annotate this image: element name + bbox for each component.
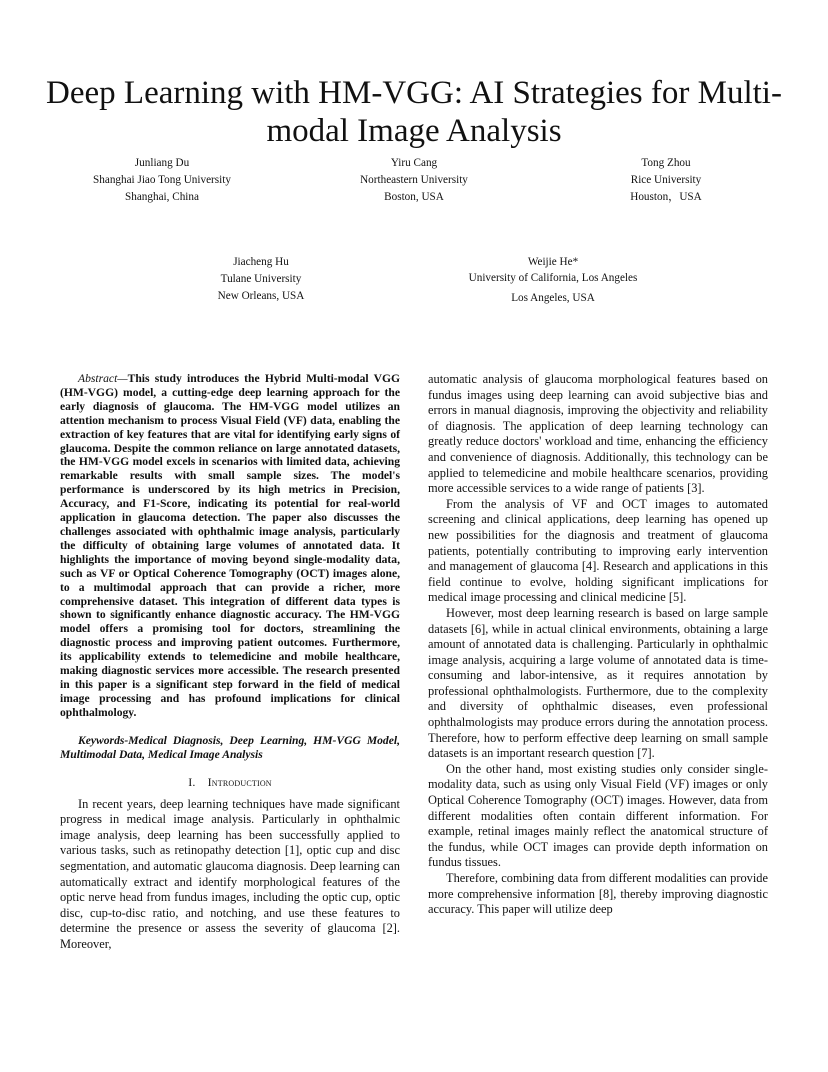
- abstract-text: This study introduces the Hybrid Multi-modal VGG (HM-VGG) model, a cutting-edge deep learning approach for the early diagnosis of glaucoma. The HM-VGG model utilizes an attention mechanism to process Visual Field (VF) data, enabling the extraction of key features that are vital for identifying early signs of glaucoma. Despite the common reliance on large annotated datasets, the HM-VGG model excels in scenarios with limited data, achieving remarkable results with small sample sizes. The model's performance is underscored by its high metrics in Precision, Accuracy, and F1-Score, indicating its potential for real-world application in glaucoma detection. The paper also discusses the challenges associated with ophthalmic image analysis, particularly the difficulty of obtaining large volumes of annotated data. It highlights the importance of moving beyond single-modality data, such as VF or Optical Coherence Tomography (OCT) images alone, to a multimodal approach that can provide a richer, more comprehensive dataset. This integration of different data types is shown to significantly enhance diagnostic accuracy. The HM-VGG model offers a promising tool for doctors, streamlining the diagnostic process and improving patient outcomes. Furthermore, its applicability extends to telemedicine and mobile healthcare, making diagnostic services more accessible. The research presented in this paper is a significant step forward in the field of medical image processing and has profound implications for clinical ophthalmology.: [60, 372, 400, 719]
- author-block-2: [294, 155, 534, 206]
- abstract-label: Abstract—: [78, 372, 128, 385]
- keywords: Keywords-Medical Diagnosis, Deep Learning, HM-VGG Model, Multimodal Data, Medical Image Analysis: [60, 733, 400, 761]
- body-paragraph: Therefore, combining data from different modalities can provide more comprehensive information [8], thereby improving diagnostic accuracy. This paper will utilize deep: [428, 871, 768, 917]
- author-affiliation: Tulane University: [220, 273, 302, 285]
- abstract: [60, 372, 400, 720]
- author-affiliation: Shanghai Jiao Tong University: [93, 174, 231, 186]
- left-column: [60, 372, 400, 953]
- author-name: Tong Zhou: [641, 157, 691, 169]
- author-location: Houston，USA: [630, 191, 702, 203]
- author-affiliation: Rice University: [630, 174, 702, 186]
- section-number: I.: [188, 775, 196, 790]
- section-title: Introduction: [207, 775, 272, 790]
- right-column: [428, 372, 768, 918]
- author-block-5: [433, 254, 673, 306]
- body-paragraph: From the analysis of VF and OCT images to automated screening and clinical applications, deep learning has opened up new possibilities for the diagnosis and treatment of glaucoma patients, potentially contributing to improving early intervention and management of glaucoma [4]. Research and applications in this field continue to evolve, holding significant implications for medical image processing and clinical medicine [5].: [428, 496, 768, 605]
- author-block-4: [141, 254, 381, 305]
- author-name: Weijie He*: [527, 256, 579, 268]
- author-location: Los Angeles, USA: [511, 292, 595, 304]
- body-paragraph: On the other hand, most existing studies only consider single-modality data, such as using only Visual Field (VF) images or only Optical Coherence Tomography (OCT) images. However, data from different modalities often contain different information. For example, retinal images mainly reflect the anatomical structure of the fundus, while OCT images can provide depth information on fundus tissues.: [428, 761, 768, 870]
- body-paragraph: However, most deep learning research is based on large sample datasets [6], while in actual clinical environments, obtaining a large amount of annotated data is challenging. Particularly in ophthalmic image analysis, acquiring a large volume of annotated data is time-consuming and labor-intensive, as it requires annotation by professional ophthalmologists. Furthermore, due to the complexity and diversity of ophthalmic diseases, even professional ophthalmologists may produce errors during the annotation process. Therefore, how to perform effective deep learning on small sample datasets is an important research question [7].: [428, 605, 768, 761]
- author-name: Jiacheng Hu: [233, 256, 289, 268]
- author-location: Shanghai, China: [125, 191, 199, 203]
- paper-title: Deep Learning with HM-VGG: AI Strategies for Multi-modal Image Analysis: [46, 75, 782, 149]
- author-affiliation: Northeastern University: [360, 174, 468, 186]
- author-location: New Orleans, USA: [217, 290, 305, 302]
- author-affiliation: University of California, Los Angeles: [468, 272, 638, 284]
- author-location: Boston, USA: [384, 191, 444, 203]
- author-block-3: [546, 155, 786, 206]
- body-paragraph: automatic analysis of glaucoma morphological features based on fundus images using deep learning can avoid subjective bias and errors in manual diagnosis, improving the objectivity and reliability of diagnosis. The application of deep learning technology can greatly reduce doctors' workload and time, enhancing the efficiency and convenience of diagnosis. Additionally, this technology can be applied to telemedicine and mobile healthcare scenarios, providing more accessible services to a wide range of patients [3].: [428, 372, 768, 496]
- author-block-1: [42, 155, 282, 206]
- author-name: Junliang Du: [134, 157, 190, 169]
- body-paragraph: In recent years, deep learning techniques have made significant progress in medical image analysis. Particularly in ophthalmic image analysis, deep learning has been successfully applied to various tasks, such as retinopathy detection [1], optic cup and disc segmentation, and automatic glaucoma diagnosis. Deep learning can automatically extract and identify morphological features of the optic nerve head from fundus images, including the optic cup, optic disc, cup-to-disc ratio, and notching, and use these features to determine the presence or assess the severity of glaucoma [2]. Moreover,: [60, 796, 400, 951]
- section-heading-introduction: [60, 775, 400, 791]
- author-name: Yiru Cang: [390, 157, 438, 169]
